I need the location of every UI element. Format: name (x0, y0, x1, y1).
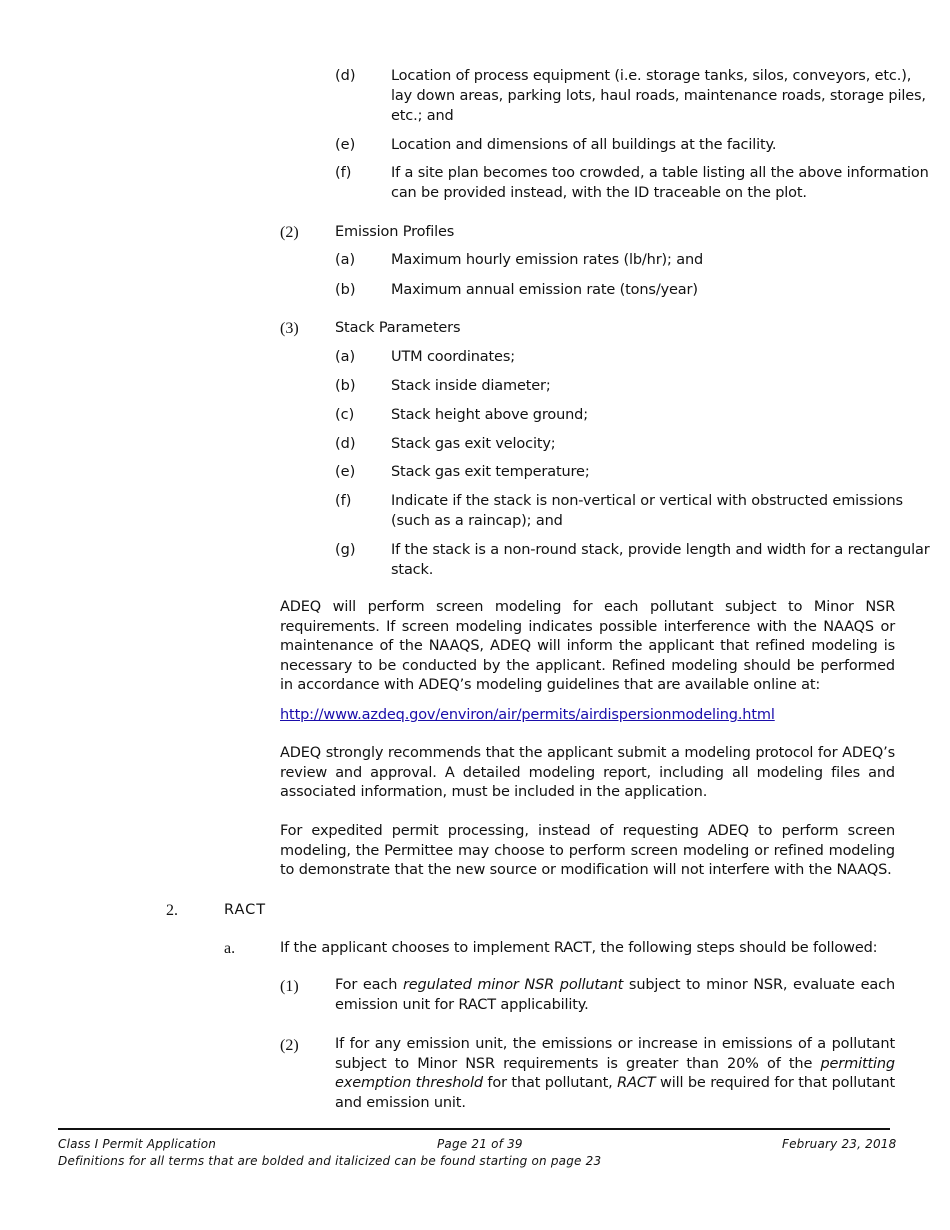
stack-item-f-line2: (such as a raincap); and (391, 513, 563, 529)
stack-item-b: Stack inside diameter; (391, 378, 551, 394)
permitting-exemption-threshold-term: permitting exemption threshold (335, 1055, 895, 1092)
item-label-f: (f) (335, 165, 352, 181)
stack-item-c: Stack height above ground; (391, 407, 588, 423)
footer-divider (58, 1128, 890, 1130)
stack-item-label-g: (g) (335, 542, 356, 558)
emission-profiles-number: (2) (280, 224, 299, 241)
stack-item-e: Stack gas exit temperature; (391, 464, 590, 480)
stack-item-d: Stack gas exit velocity; (391, 436, 556, 452)
site-plan-f-line1: If a site plan becomes too crowded, a table listing all the above information (391, 165, 929, 181)
site-plan-d-line1: Location of process equipment (i.e. storage tanks, silos, conveyors, etc.), (391, 68, 912, 84)
stack-item-label-f: (f) (335, 493, 352, 509)
footer-document-title: Class I Permit Application (58, 1137, 217, 1151)
stack-item-g-line2: stack. (391, 562, 434, 578)
site-plan-f-line2: can be provided instead, with the ID traceable on the plot. (391, 185, 807, 201)
item-label-d: (d) (335, 68, 356, 84)
emission-item-a: Maximum hourly emission rates (lb/hr); and (391, 252, 704, 268)
item-label-e: (e) (335, 137, 356, 153)
site-plan-d-line2: lay down areas, parking lots, haul roads, maintenance roads, storage piles, (391, 88, 926, 104)
ract-step1-number: (1) (280, 978, 299, 995)
modeling-protocol-paragraph: ADEQ strongly recommends that the applicant submit a modeling protocol for ADEQ’s review and approval. A detailed modeling report, including all modeling files and associated information, must be included in the application. (280, 745, 895, 801)
stack-item-label-d: (d) (335, 436, 356, 452)
emission-item-label-b: (b) (335, 282, 356, 298)
emission-item-label-a: (a) (335, 252, 356, 268)
ract-heading: RACT (224, 902, 267, 918)
regulated-minor-nsr-pollutant-term: regulated minor NSR pollutant (402, 977, 624, 993)
footer-page-number: Page 21 of 39 (437, 1137, 523, 1151)
modeling-guidelines-link[interactable]: http://www.azdeq.gov/environ/air/permits/airdispersionmodeling.html (280, 707, 775, 723)
stack-item-g-line1: If the stack is a non-round stack, provide length and width for a rectangular (391, 542, 930, 558)
screen-modeling-paragraph: ADEQ will perform screen modeling for each pollutant subject to Minor NSR requirements. If screen modeling indicates possible interference with the NAAQS or maintenance of the NAAQS, ADEQ will inform the applicant that refined modeling is necessary to be conducted by the applicant. Refined modeling should be performed in accordance with ADEQ’s modeling guidelines that are available online at: (280, 599, 895, 694)
footer-date: February 23, 2018 (782, 1137, 897, 1151)
expedited-processing-paragraph: For expedited permit processing, instead of requesting ADEQ to perform screen modeling, the Permittee may choose to perform screen modeling or refined modeling to demonstrate that the new source or modification will not interfere with the NAAQS. (280, 823, 895, 879)
emission-profiles-heading: Emission Profiles (335, 224, 455, 240)
site-plan-e-line1: Location and dimensions of all buildings at the facility. (391, 137, 777, 153)
ract-subsection-label: a. (224, 940, 236, 957)
stack-item-a: UTM coordinates; (391, 349, 515, 365)
stack-parameters-heading: Stack Parameters (335, 320, 461, 336)
stack-item-f-line1: Indicate if the stack is non-vertical or vertical with obstructed emissions (391, 493, 903, 509)
stack-item-label-a: (a) (335, 349, 356, 365)
stack-item-label-e: (e) (335, 464, 356, 480)
ract-step2-number: (2) (280, 1037, 299, 1054)
stack-item-label-b: (b) (335, 378, 356, 394)
ract-section-number: 2. (166, 902, 178, 919)
emission-item-b: Maximum annual emission rate (tons/year) (391, 282, 698, 298)
ract-term: RACT (617, 1075, 656, 1092)
footer-definitions-note: Definitions for all terms that are bolded and italicized can be found starting on page 23 (58, 1154, 602, 1168)
stack-parameters-number: (3) (280, 320, 299, 337)
ract-intro: If the applicant chooses to implement RACT, the following steps should be followed: (280, 940, 878, 956)
ract-step1-text: For each regulated minor NSR pollutant subject to minor NSR, evaluate each emission unit for RACT applicability. (335, 977, 895, 1013)
stack-item-label-c: (c) (335, 407, 355, 423)
ract-step2-text: If for any emission unit, the emissions or increase in emissions of a pollutant subject to Minor NSR requirements is greater than 20% of the permitting exemption threshold for that pollutant, RACT will be required for that pollutant and emission unit. (335, 1036, 895, 1111)
site-plan-d-line3: etc.; and (391, 108, 454, 124)
